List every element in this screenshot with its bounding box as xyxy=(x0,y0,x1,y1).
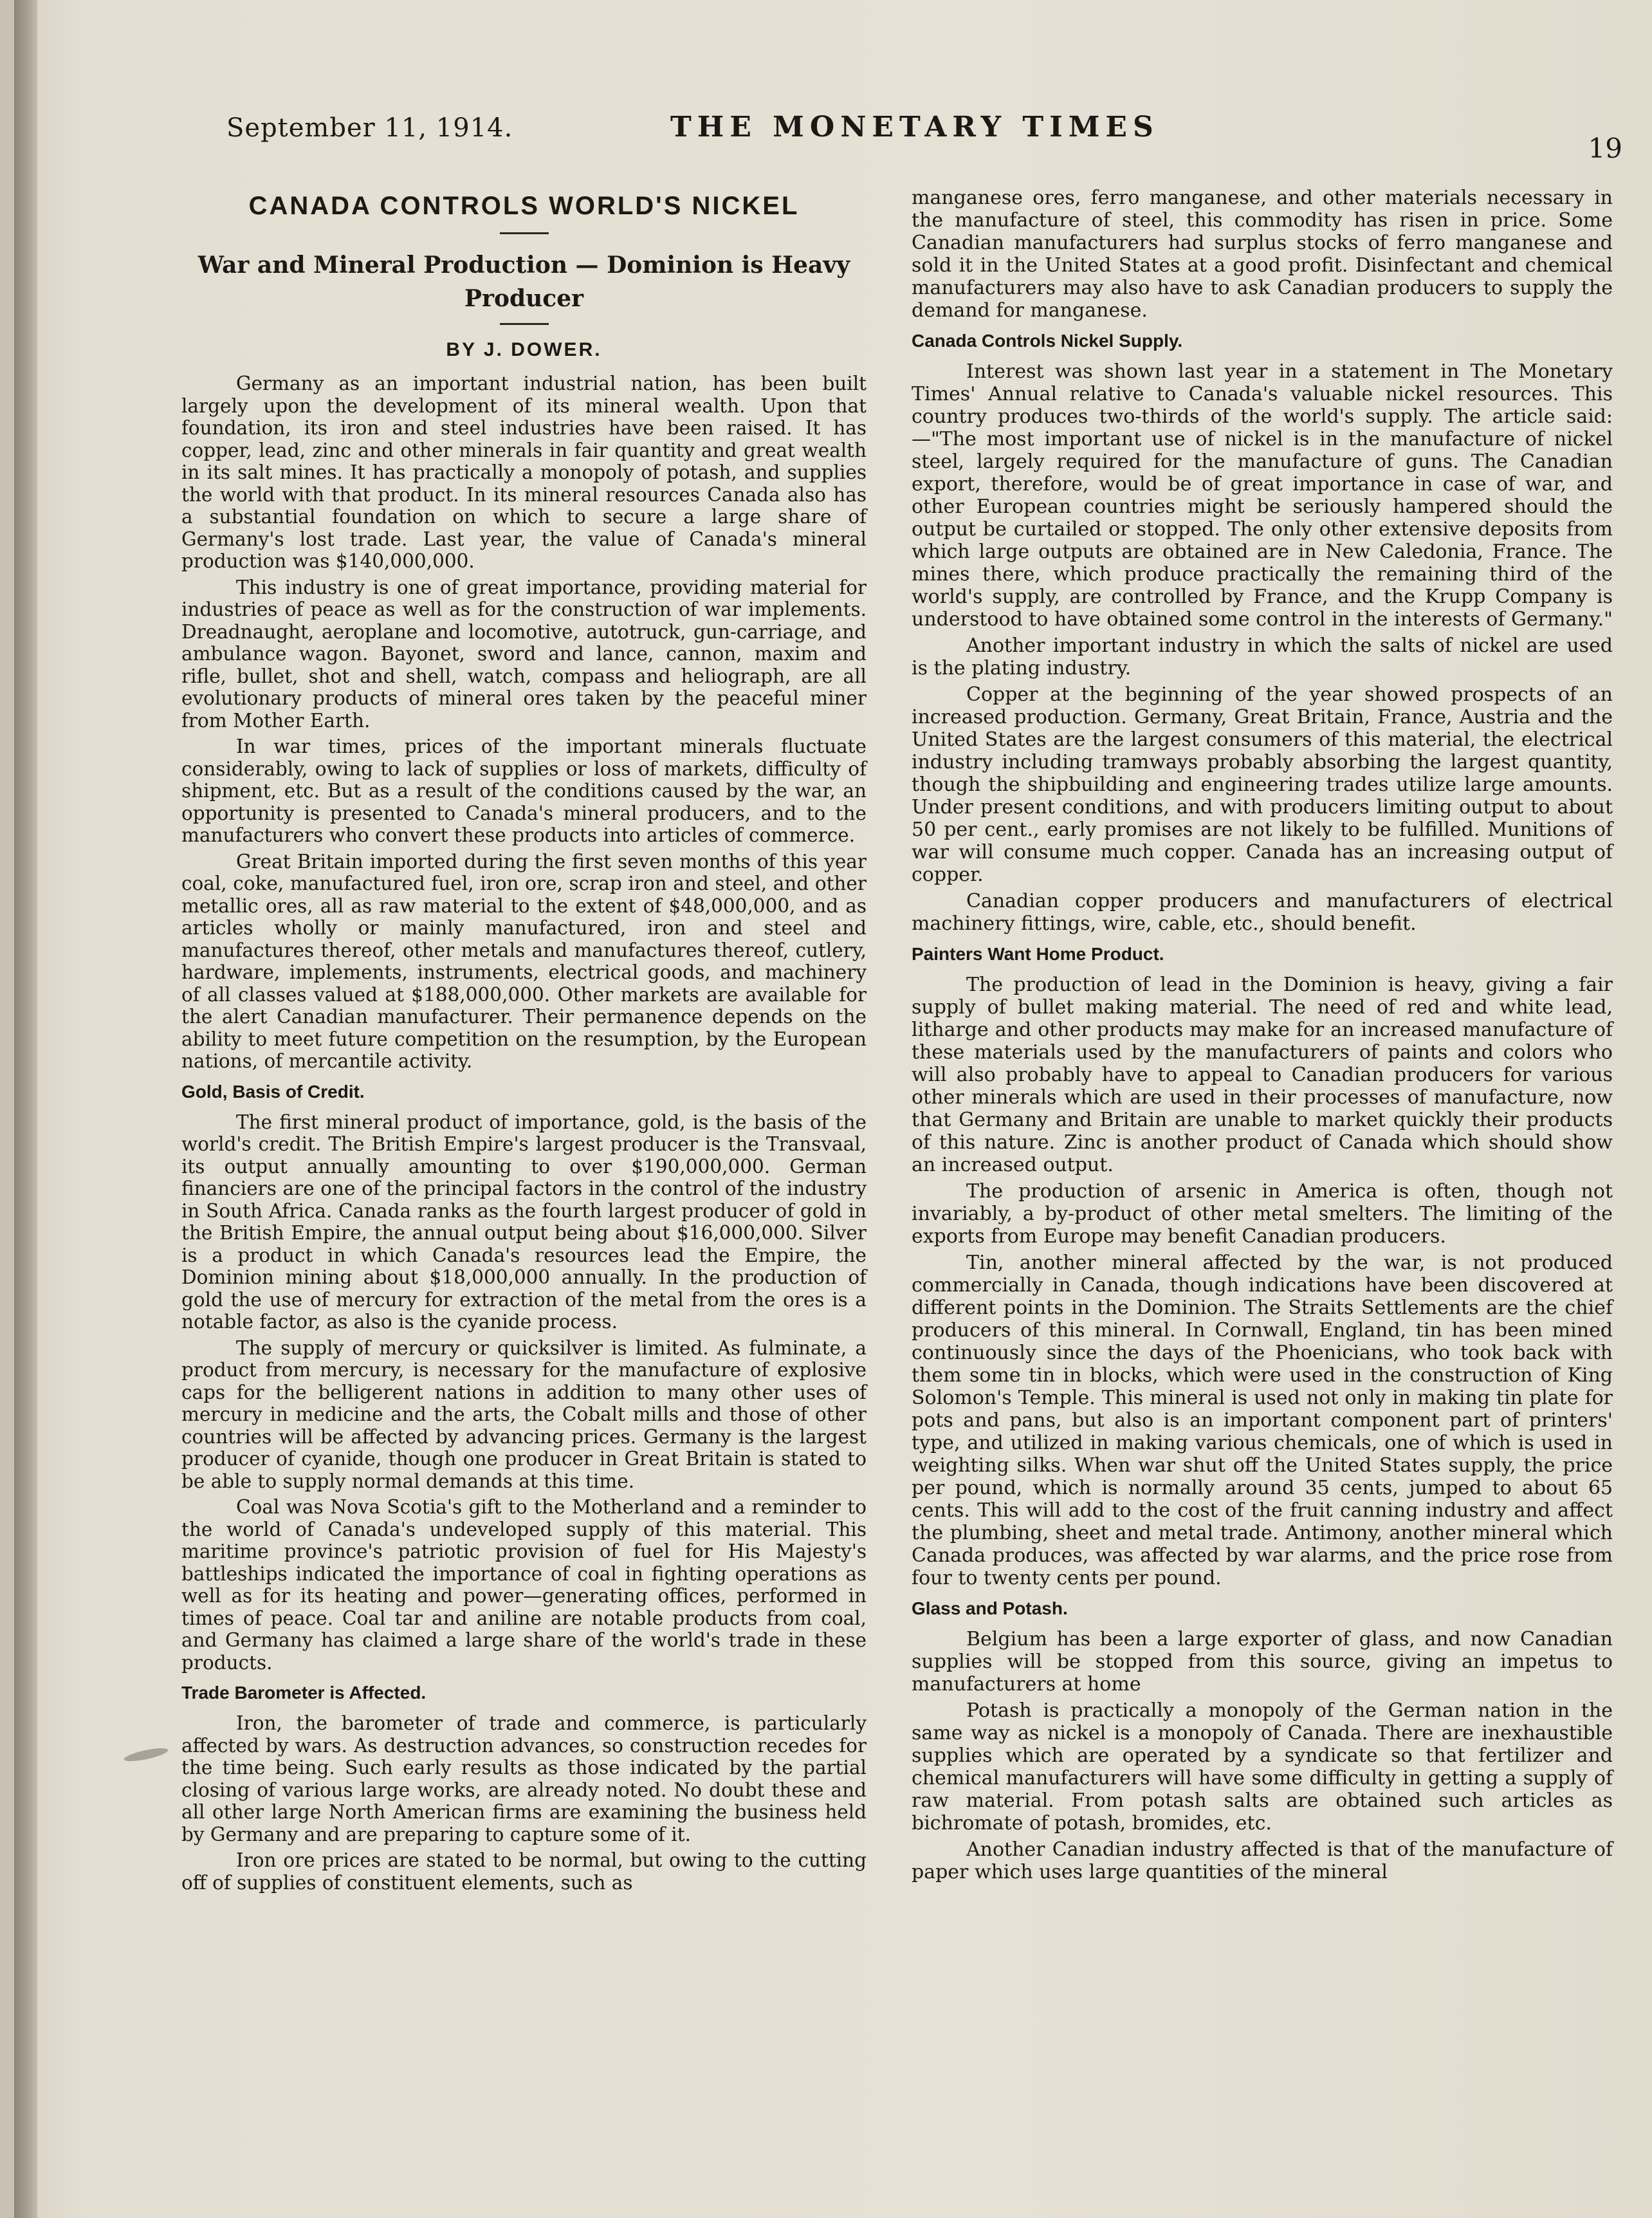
paragraph: Iron, the barometer of trade and commerce, is particularly affected by wars. As destruction advances, so construction recedes for the time being. Such early results as those indicated by the partial closing of various large works, are already noted. No doubt these and all other large North American firms are examining the business held by Germany and are preparing to capture some of it. xyxy=(181,1712,867,1845)
byline: BY J. DOWER. xyxy=(446,339,602,360)
section-heading-glass: Glass and Potash. xyxy=(912,1598,1068,1618)
page-header xyxy=(226,113,1622,165)
paragraph: Iron ore prices are stated to be normal, but owing to the cutting off of supplies of constituent elements, such as xyxy=(181,1849,867,1894)
paragraph: Copper at the beginning of the year showed prospects of an increased production. Germany, Great Britain, France, Austria and the United States are the largest consumers of this material, the electrical industry including tramways probably absorbing the largest quantity, though the shipbuilding and engineering trades utilize large amounts. Under present conditions, and with producers limiting output to about 50 per cent., early promises are not likely to be fulfilled. Munitions of war will consume much copper. Canada has an increasing output of copper. xyxy=(912,683,1613,886)
paragraph: Tin, another mineral affected by the war, is not produced commercially in Canada, though indications have been discovered at different points in the Dominion. The Straits Settlements are the chief producers of this mineral. In Cornwall, England, tin has been mined continuously since the days of the Phoenicians, who took back with them some tin in blocks, which were used in the construction of King Solomon's Temple. This mineral is used not only in making tin plate for pots and pans, but also is an important component part of printers' type, and utilized in making various chemicals, one of which is used in weighting silks. When war shut off the United States supply, the price per pound, which is normally around 35 cents, jumped to about 65 cents. This will add to the cost of the fruit canning industry and affect the plumbing, sheet and metal trade. Antimony, another mineral which Canada produces, was affected by war alarms, and the price rose from four to twenty cents per pound. xyxy=(912,1252,1613,1589)
paragraph: The production of arsenic in America is often, though not invariably, a by-product of other metal smelters. The limiting of the exports from Europe may benefit Canadian producers. xyxy=(912,1180,1613,1248)
paragraph: Germany as an important industrial nation, has been built largely upon the development of its mineral wealth. Upon that foundation, its iron and steel industries have been raised. It has copper, lead, zinc and other minerals in fair quantity and great wealth in its salt mines. It has practically a monopoly of potash, and supplies the world with that product. In its mineral resources Canada also has a substantial foundation on which to secure a large share of Germany's lost trade. Last year, the value of Canada's mineral production was $140,000,000. xyxy=(181,373,867,572)
section-heading-nickel: Canada Controls Nickel Supply. xyxy=(912,331,1183,351)
paragraph: This industry is one of great importance, providing material for industries of peace as well as for the construction of war implements. Dreadnaught, aeroplane and locomotive, autotruck, gun-carriage, and ambulance wagon. Bayonet, sword and lance, cannon, maxim and rifle, bullet, shot and shell, watch, compass and heliograph, are all evolutionary products of mineral ores taken by the peaceful miner from Mother Earth. xyxy=(181,576,867,732)
paragraph: The production of lead in the Dominion is heavy, giving a fair supply of bullet making material. The need of red and white lead, litharge and other products may make for an increased manufacture of these materials used by the manufacturers of paints and colors who will also probably have to appeal to Canadian producers for various other minerals which are used in their processes of manufacture, now that Germany and Britain are unable to market quickly their products of this nature. Zinc is another product of Canada which should show an increased output. xyxy=(912,974,1613,1176)
paragraph: Potash is practically a monopoly of the German nation in the same way as nickel is a monopoly of Canada. There are inexhaustible supplies which are operated by a syndicate so that fertilizer and chemical manufacturers will have some difficulty in getting a supply of raw material. From potash salts are obtained such articles as bichromate of potash, bromides, etc. xyxy=(912,1699,1613,1834)
article-subtitle: War and Mineral Production — Dominion is Heavy Producer xyxy=(197,252,850,312)
page-number: 19 xyxy=(1588,133,1622,164)
newspaper-page xyxy=(14,0,1652,2218)
masthead: THE MONETARY TIMES xyxy=(670,111,1159,143)
paragraph: Coal was Nova Scotia's gift to the Motherland and a reminder to the world of Canada's undeveloped supply of this material. This maritime province's patriotic provision of fuel for His Majesty's battleships indicated the importance of coal in fighting operations as well as for its heating and power—generating offices, performed in times of peace. Coal tar and aniline are notable products from coal, and Germany has claimed a large share of the world's trade in these products. xyxy=(181,1496,867,1674)
page-binding xyxy=(14,0,37,2218)
paragraph: In war times, prices of the important minerals fluctuate considerably, owing to lack of supplies or loss of markets, difficulty of shipment, etc. But as a result of the conditions caused by the war, an opportunity is presented to Canada's mineral producers, and to the manufacturers who convert these products into articles of commerce. xyxy=(181,735,867,846)
paragraph: The supply of mercury or quicksilver is limited. As fulminate, a product from mercury, is necessary for the manufacture of explosive caps for the belligerent nations in addition to many other uses of mercury in medicine and the arts, the Cobalt mills and those of other countries will be affected by advancing prices. Germany is the largest producer of cyanide, though one producer in Great Britain is stated to be able to supply normal demands at this time. xyxy=(181,1336,867,1492)
page-blemish xyxy=(123,1746,169,1764)
paragraph: Canadian copper producers and manufacturers of electrical machinery fittings, wire, cable, etc., should benefit. xyxy=(912,890,1613,935)
paragraph: Interest was shown last year in a statement in The Monetary Times' Annual relative to Canada's valuable nickel resources. This country produces two-thirds of the world's supply. The article said:—"The most important use of nickel is in the manufacture of nickel steel, largely required for the manufacture of guns. The Canadian export, therefore, would be of great importance in case of war, and other European countries might be seriously hampered should the output be curtailed or stopped. The only other extensive deposits from which large outputs are obtained are in New Caledonia, France. The mines there, which produce practically the remaining third of the world's supply, are controlled by France, and the Krupp Company is understood to have obtained some control in the interests of Germany." xyxy=(912,360,1613,631)
paragraph: Great Britain imported during the first seven months of this year coal, coke, manufactured fuel, iron ore, scrap iron and steel, and other metallic ores, all as raw material to the extent of $48,000,000, and as articles wholly or mainly manufactured, iron and steel and manufactures thereof, other metals and manufactures thereof, cutlery, hardware, implements, instruments, electrical goods, and machinery of all classes valued at $188,000,000. Other markets are available for the alert Canadian manufacturer. Their permanence depends on the ability to meet future competition on the resumption, by the European nations, of mercantile activity. xyxy=(181,850,867,1072)
article-title: CANADA CONTROLS WORLD'S NICKEL xyxy=(248,192,800,220)
paragraph-continued: manganese ores, ferro manganese, and other materials necessary in the manufacture of steel, this commodity has risen in price. Some Canadian manufacturers had surplus stocks of ferro manganese and sold it in the United States at a good profit. Disinfectant and chemical manufacturers may also have to ask Canadian producers to supply the demand for manganese. xyxy=(912,187,1613,322)
paragraph: The first mineral product of importance, gold, is the basis of the world's credit. The British Empire's largest producer is the Transvaal, its output annually amounting to over $190,000,000. German financiers are one of the principal factors in the control of the industry in South Africa. Canada ranks as the fourth largest producer of gold in the British Empire, the annual output being about $16,000,000. Silver is a product in which Canada's resources lead the Empire, the Dominion mining about $18,000,000 annually. In the production of gold the use of mercury for extraction of the metal from the ores is a notable factor, as also is the cyanide process. xyxy=(181,1111,867,1333)
issue-date: September 11, 1914. xyxy=(226,113,513,143)
paragraph: Another important industry in which the salts of nickel are used is the plating industry. xyxy=(912,634,1613,679)
section-heading-painters: Painters Want Home Product. xyxy=(912,944,1164,964)
paragraph: Another Canadian industry affected is that of the manufacture of paper which uses large quantities of the mineral xyxy=(912,1838,1613,1883)
section-heading-gold: Gold, Basis of Credit. xyxy=(181,1081,365,1102)
title-rule xyxy=(500,232,549,234)
column-left xyxy=(181,187,867,1898)
paragraph: Belgium has been a large exporter of glass, and now Canadian supplies will be stopped from this source, giving an impetus to manufacturers at home xyxy=(912,1628,1613,1696)
subtitle-rule xyxy=(500,323,549,325)
section-heading-trade: Trade Barometer is Affected. xyxy=(181,1683,427,1703)
column-right xyxy=(912,187,1613,1887)
